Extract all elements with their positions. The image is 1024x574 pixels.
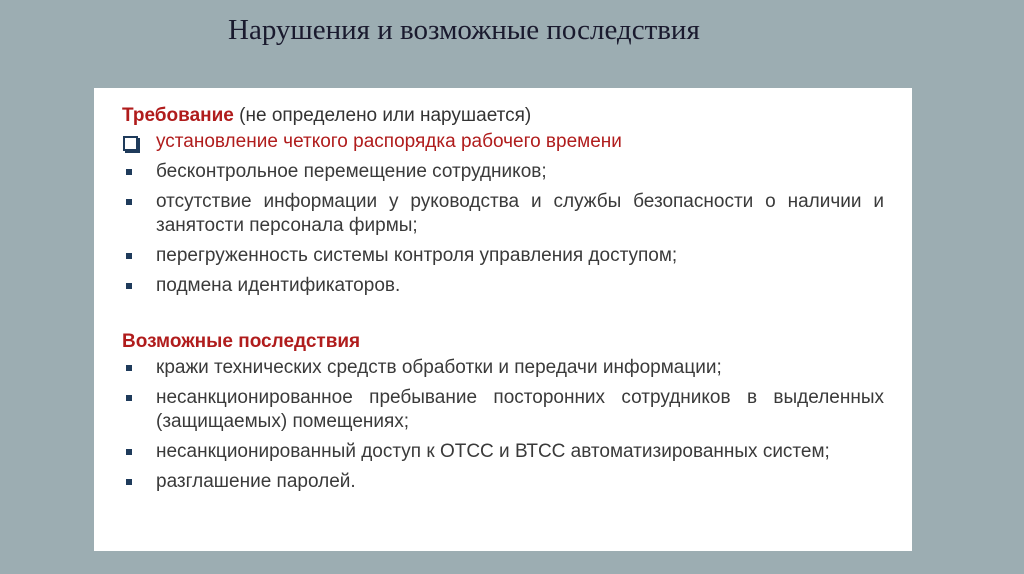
list-item-text: несанкционированный доступ к ОТСС и ВТСС автоматизированных систем;	[156, 441, 830, 462]
list-item-text: подмена идентификаторов.	[156, 275, 401, 296]
list-item	[122, 190, 884, 238]
square-bullet-icon	[126, 479, 132, 485]
requirement-heading-label: Требование	[122, 105, 234, 126]
requirement-heading	[122, 102, 884, 130]
list-item	[122, 160, 884, 184]
square-bullet-icon	[126, 283, 132, 289]
list-item	[122, 274, 884, 298]
list-item-text: отсутствие информации у руководства и службы безопасности о наличии и занятости персонала фирмы;	[156, 191, 884, 236]
square-bullet-icon	[126, 449, 132, 455]
requirement-heading-note: (не определено или нарушается)	[239, 105, 532, 126]
list-item-text: перегруженность системы контроля управления доступом;	[156, 245, 678, 266]
content-panel	[94, 88, 912, 551]
square-bullet-icon	[126, 199, 132, 205]
list-item	[122, 130, 884, 154]
list-item-text: разглашение паролей.	[156, 471, 356, 492]
slide-title: Нарушения и возможные последствия	[228, 14, 700, 46]
list-item	[122, 386, 884, 434]
consequences-heading: Возможные последствия	[122, 331, 361, 352]
list-item-text: бесконтрольное перемещение сотрудников;	[156, 161, 547, 182]
list-item-text: несанкционированное пребывание посторонних сотрудников в выделенных (защищаемых) помещениях;	[156, 387, 884, 432]
square-bullet-icon	[126, 395, 132, 401]
square-bullet-icon	[126, 253, 132, 259]
checkbox-bullet-icon	[123, 136, 138, 151]
list-item	[122, 440, 884, 464]
consequences-list	[122, 356, 884, 494]
section-spacer	[122, 304, 884, 328]
list-item	[122, 244, 884, 268]
list-item	[122, 470, 884, 494]
square-bullet-icon	[126, 365, 132, 371]
list-item-text: установление четкого распорядка рабочего времени	[156, 131, 622, 152]
requirement-list	[122, 130, 884, 298]
square-bullet-icon	[126, 169, 132, 175]
list-item	[122, 356, 884, 380]
list-item-text: кражи технических средств обработки и передачи информации;	[156, 357, 722, 378]
